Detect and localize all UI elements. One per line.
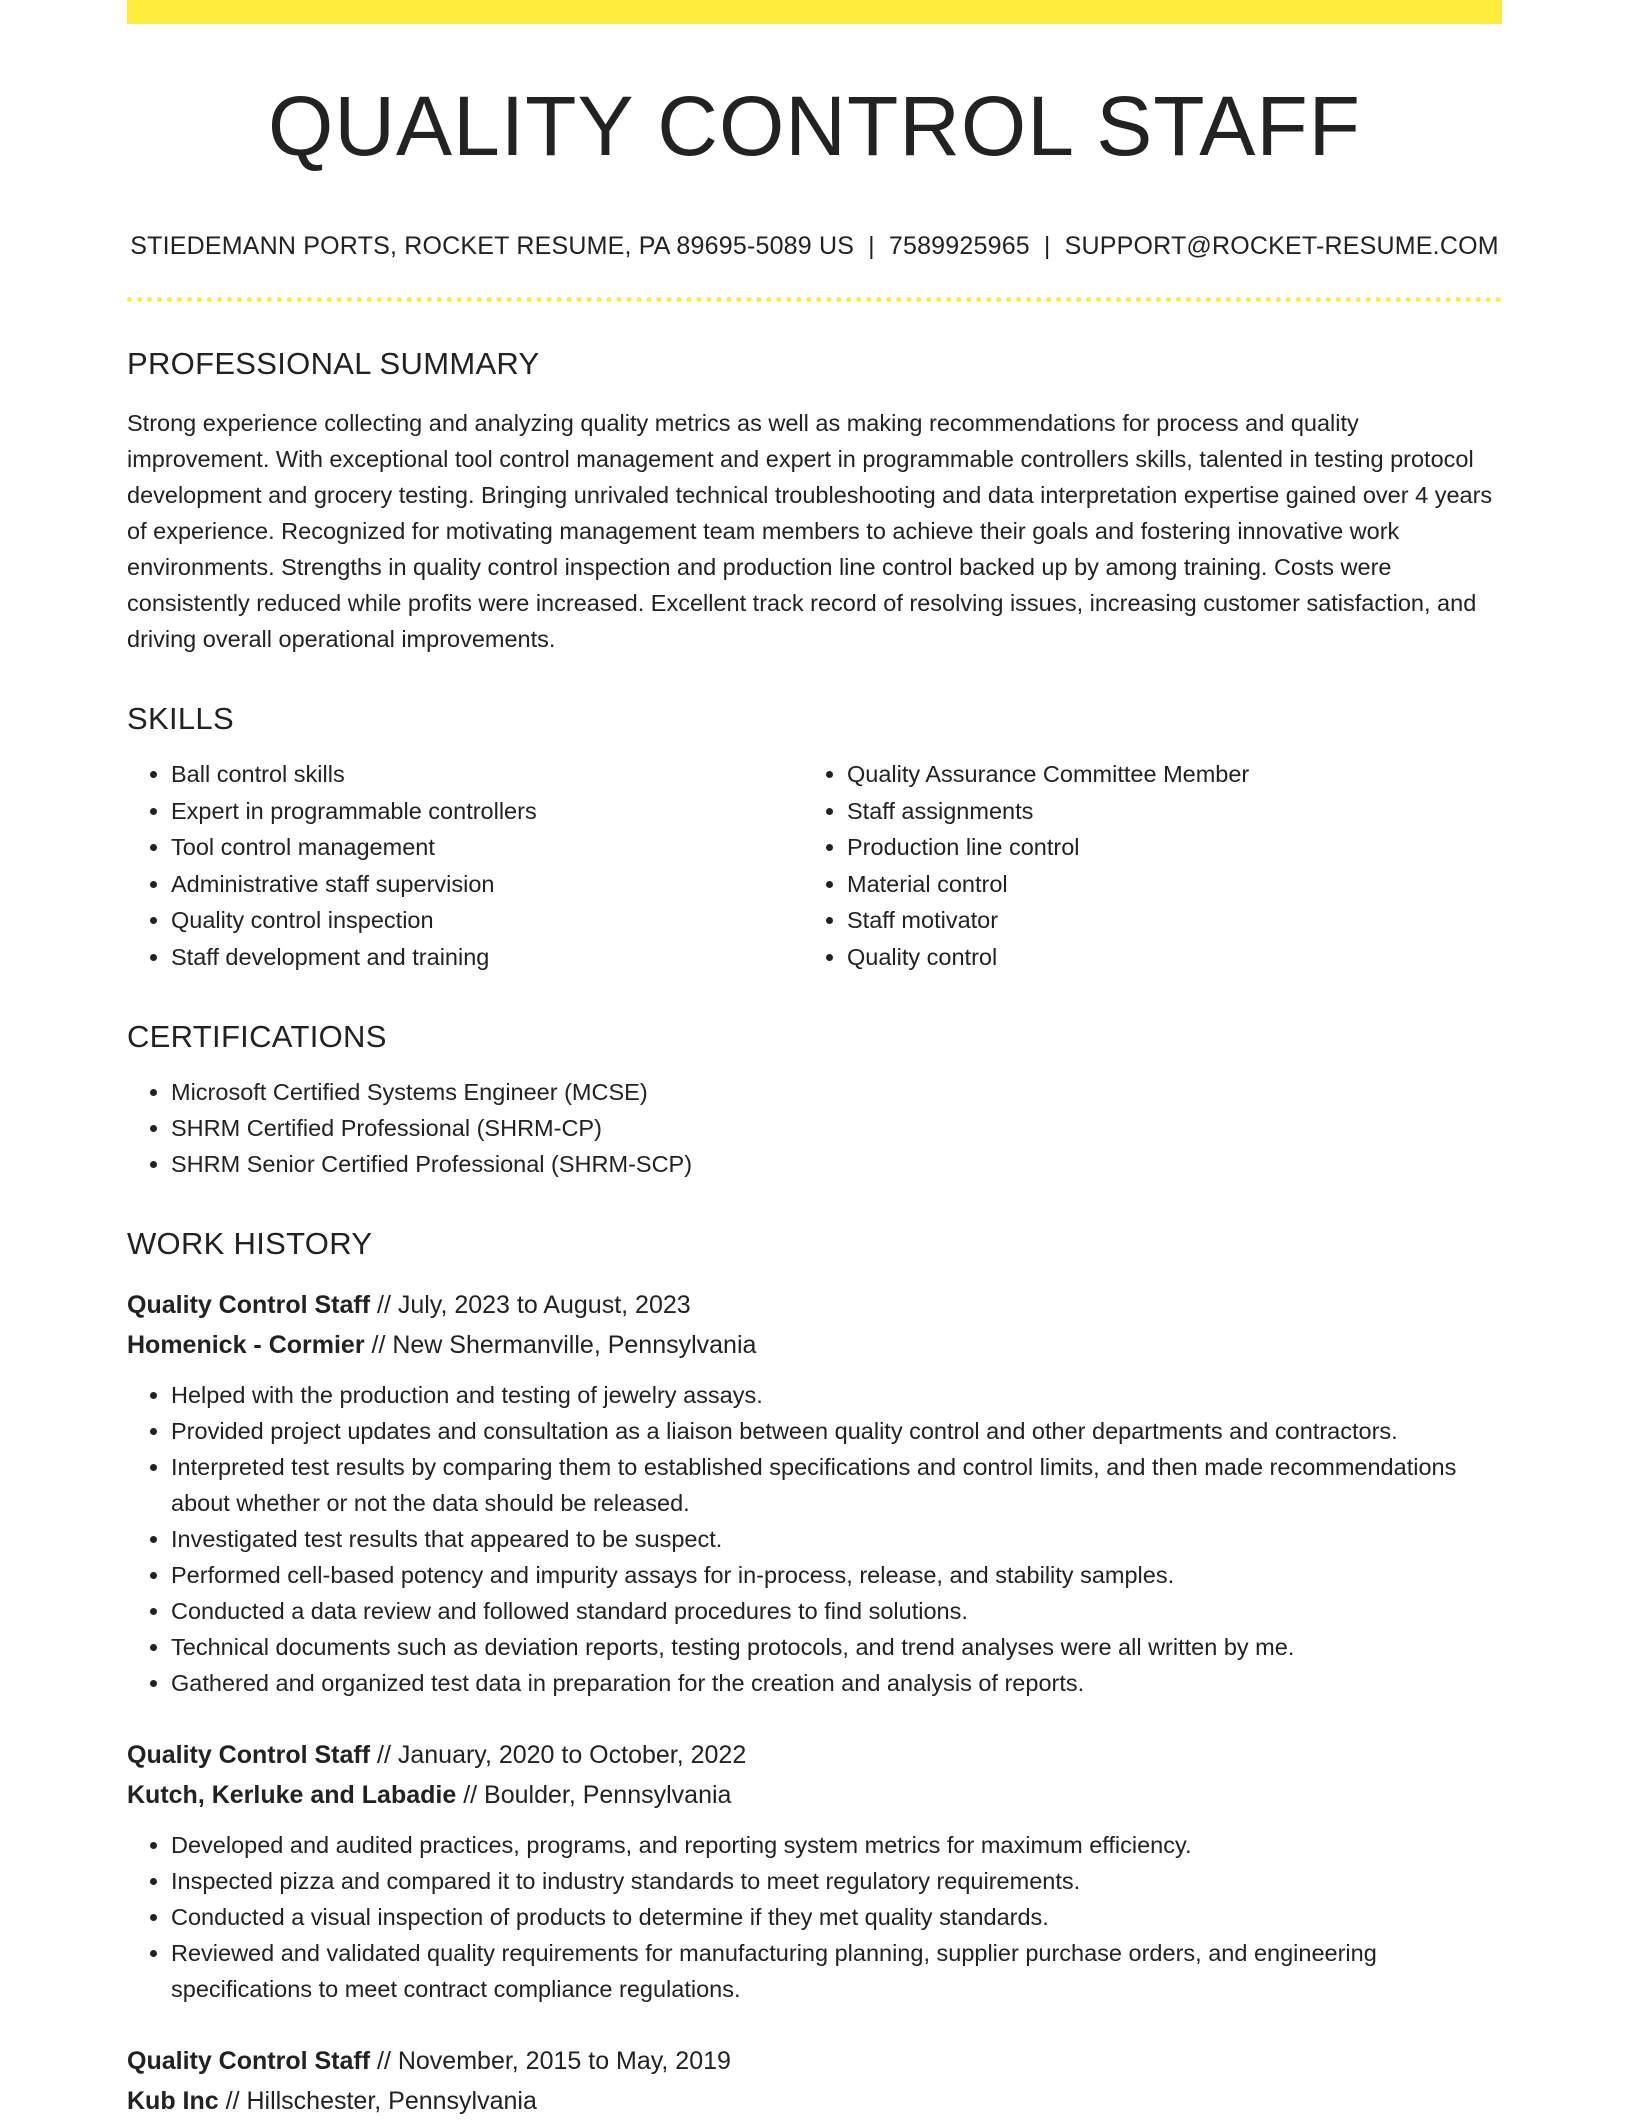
job-title-line xyxy=(127,1285,1502,1325)
job-company-line xyxy=(127,1775,1502,1815)
job-entry xyxy=(127,1735,1502,2007)
job-bullet: • Inspected pizza and compared it to industry standards to meet regulatory requirements. xyxy=(171,1863,1502,1899)
skills-heading: SKILLS xyxy=(127,701,234,736)
skill-item: • Material control xyxy=(847,866,1479,903)
job-bullet: • Provided project updates and consultation as a liaison between quality control and other departments and contractors. xyxy=(171,1413,1502,1449)
job-company: Homenick - Cormier xyxy=(127,1331,365,1359)
certification-item: • SHRM Certified Professional (SHRM-CP) xyxy=(171,1110,1502,1146)
job-title: Quality Control Staff xyxy=(127,1291,371,1319)
skill-item: • Quality Assurance Committee Member xyxy=(847,756,1479,793)
job-company: Kutch, Kerluke and Labadie xyxy=(127,1781,457,1809)
contact-line xyxy=(127,234,1502,259)
skill-item: • Quality control xyxy=(847,939,1479,976)
work-history-heading: WORK HISTORY xyxy=(127,1226,373,1261)
job-title-line xyxy=(127,1735,1502,1775)
job-title: Quality Control Staff xyxy=(127,1741,371,1769)
job-dates: // July, 2023 to August, 2023 xyxy=(377,1291,691,1319)
candidate-name: QUALITY CONTROL STAFF xyxy=(268,79,1361,173)
job-bullets xyxy=(127,1377,1502,1701)
job-bullet: • Performed cell-based potency and impurity assays for in-process, release, and stability samples. xyxy=(171,1557,1502,1593)
job-bullet: • Technical documents such as deviation reports, testing protocols, and trend analyses were all written by me. xyxy=(171,1629,1502,1665)
summary-text: Strong experience collecting and analyzing quality metrics as well as making recommendations for process and quality improvement. With exceptional tool control management and expert in programmable controllers skills, talented in testing protocol development and grocery testing. Bringing unrivaled technical troubleshooting and data interpretation expertise gained over 4 years of experience. Recognized for motivating management team members to achieve their goals and fostering innovative work environments. Strengths in quality control inspection and production line control backed up by among training. Costs were consistently reduced while profits were increased. Excellent track record of resolving issues, increasing customer satisfaction, and driving overall operational improvements. xyxy=(127,410,1493,652)
skill-item: • Tool control management xyxy=(171,829,803,866)
resume-page xyxy=(127,0,1502,2121)
job-dates: // November, 2015 to May, 2019 xyxy=(377,2047,731,2075)
skill-item: • Ball control skills xyxy=(171,756,803,793)
certifications-list xyxy=(127,1074,1502,1182)
contact-separator: | xyxy=(1043,232,1051,260)
job-bullet: • Gathered and organized test data in preparation for the creation and analysis of reports. xyxy=(171,1665,1502,1701)
skill-item: • Staff assignments xyxy=(847,793,1479,830)
job-location: // Hillschester, Pennsylvania xyxy=(225,2087,537,2115)
job-title: Quality Control Staff xyxy=(127,2047,371,2075)
work-history-list xyxy=(127,1285,1502,2121)
certifications-heading: CERTIFICATIONS xyxy=(127,1019,387,1054)
job-dates: // January, 2020 to October, 2022 xyxy=(377,1741,747,1769)
contact-address: STIEDEMANN PORTS, ROCKET RESUME, PA 89695-5089 US xyxy=(130,232,855,260)
skill-item: • Production line control xyxy=(847,829,1479,866)
job-bullet: • Investigated test results that appeared to be suspect. xyxy=(171,1521,1502,1557)
skills-grid xyxy=(127,756,1502,975)
job-company-line xyxy=(127,2081,1502,2121)
job-bullets xyxy=(127,1827,1502,2007)
job-entry xyxy=(127,2041,1502,2121)
job-entry xyxy=(127,1285,1502,1701)
job-bullet: • Conducted a data review and followed standard procedures to find solutions. xyxy=(171,1593,1502,1629)
job-bullet: • Reviewed and validated quality requirements for manufacturing planning, supplier purchase orders, and engineering specifications to meet contract compliance regulations. xyxy=(171,1935,1502,2007)
accent-bar xyxy=(127,0,1502,24)
skill-item: • Expert in programmable controllers xyxy=(171,793,803,830)
job-bullet: • Interpreted test results by comparing them to established specifications and control limits, and then made recommendations about whether or not the data should be released. xyxy=(171,1449,1502,1521)
dotted-divider xyxy=(127,297,1502,302)
skills-list-right xyxy=(803,756,1479,975)
job-location: // Boulder, Pennsylvania xyxy=(463,1781,732,1809)
job-location: // New Shermanville, Pennsylvania xyxy=(371,1331,757,1359)
job-title-line xyxy=(127,2041,1502,2081)
job-bullet: • Helped with the production and testing of jewelry assays. xyxy=(171,1377,1502,1413)
skills-list-left xyxy=(127,756,803,975)
skill-item: • Administrative staff supervision xyxy=(171,866,803,903)
contact-separator: | xyxy=(868,232,875,260)
summary-heading: PROFESSIONAL SUMMARY xyxy=(127,346,540,381)
job-bullet: • Developed and audited practices, programs, and reporting system metrics for maximum efficiency. xyxy=(171,1827,1502,1863)
job-bullet: • Conducted a visual inspection of products to determine if they met quality standards. xyxy=(171,1899,1502,1935)
job-company: Kub Inc xyxy=(127,2087,219,2115)
skill-item: • Quality control inspection xyxy=(171,902,803,939)
contact-email: SUPPORT@ROCKET-RESUME.COM xyxy=(1064,232,1499,260)
skill-item: • Staff development and training xyxy=(171,939,803,976)
job-company-line xyxy=(127,1325,1502,1365)
contact-phone: 7589925965 xyxy=(888,232,1030,260)
certification-item: • Microsoft Certified Systems Engineer (MCSE) xyxy=(171,1074,1502,1110)
skill-item: • Staff motivator xyxy=(847,902,1479,939)
certification-item: • SHRM Senior Certified Professional (SHRM-SCP) xyxy=(171,1146,1502,1182)
